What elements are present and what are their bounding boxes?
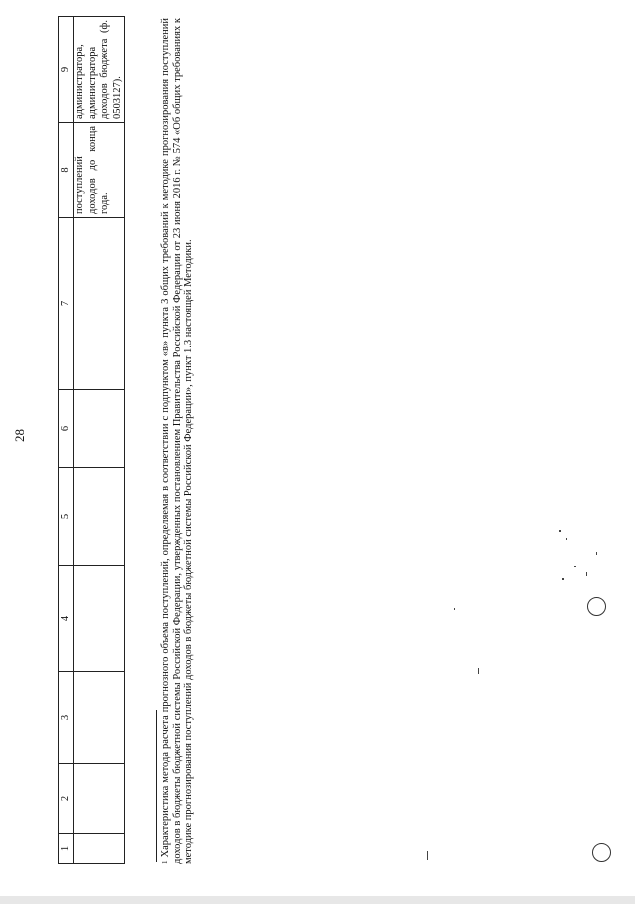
table-cell (74, 764, 125, 834)
punch-hole-mark (587, 597, 606, 616)
footnote (160, 18, 195, 864)
table-cell: администратора, администратора доходов бюджета (ф. 0503127). (74, 17, 125, 123)
table-cell (74, 218, 125, 390)
table-cell (74, 672, 125, 764)
column-number: 9 (59, 17, 74, 123)
table-cell (74, 390, 125, 468)
column-number: 7 (59, 218, 74, 390)
scan-speck (559, 530, 561, 532)
footnote-marker: 1 (161, 860, 169, 864)
column-number: 5 (59, 468, 74, 566)
column-number: 4 (59, 566, 74, 672)
footnote-text: Характеристика метода расчета прогнозного объема поступлений, определяемая в соответствии с подпунктом «в» пункта 3 общих требований к методике прогнозирования поступлений доходов в бюджеты бюджетной системы Российской Федерации, утвержденных постановлением Правительства Российской Федерации от 23 июня 2016 г. № 574 «Об общих требованиях к методике прогнозирования поступлений доходов в бюджеты бюджетной системы Российской Федерации», пункт 1.3 настоящей Методики. (160, 18, 194, 864)
scan-speck (478, 668, 479, 674)
scan-speck (586, 572, 587, 576)
scan-edge (0, 896, 635, 904)
scan-speck (562, 578, 564, 580)
scan-speck (427, 851, 428, 860)
column-number: 6 (59, 390, 74, 468)
column-number: 1 (59, 834, 74, 864)
table-cell (74, 468, 125, 566)
column-number: 8 (59, 123, 74, 218)
scan-speck (574, 566, 576, 567)
punch-hole-mark (592, 843, 611, 862)
table-cell (74, 834, 125, 864)
page-number: 28 (12, 429, 27, 442)
column-number: 3 (59, 672, 74, 764)
table-cell (74, 566, 125, 672)
data-table (58, 16, 125, 864)
table-header-row (59, 17, 74, 864)
scan-speck (454, 608, 455, 610)
scan-speck (596, 552, 597, 555)
column-number: 2 (59, 764, 74, 834)
table-cell: поступлений доходов до конца года. (74, 123, 125, 218)
table-row (74, 17, 125, 864)
scan-speck (566, 538, 567, 540)
footnote-separator (156, 710, 157, 862)
